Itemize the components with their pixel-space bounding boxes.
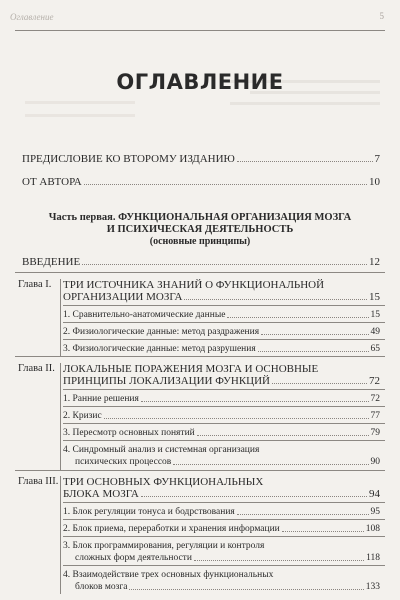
section-entry[interactable] [63, 410, 380, 422]
divider [63, 389, 385, 390]
section-page: 49 [370, 327, 380, 337]
section-entry[interactable] [75, 552, 380, 564]
header-rule [15, 30, 385, 31]
part-heading-text: Часть первая. ФУНКЦИОНАЛЬНАЯ ОРГАНИЗАЦИЯ МОЗГА [48, 212, 352, 223]
leader-dots [84, 184, 367, 185]
toc-entry-introduction[interactable] [22, 256, 380, 268]
section-page: 15 [370, 310, 380, 320]
section-label: блоков мозга [75, 582, 128, 592]
top-page-number: 5 [379, 11, 384, 21]
divider [63, 322, 385, 323]
leader-dots [258, 351, 369, 352]
leader-dots [129, 589, 363, 590]
chapter-title[interactable]: ЛОКАЛЬНЫЕ ПОРАЖЕНИЯ МОЗГА И ОСНОВНЫЕ [63, 363, 319, 375]
section-label: 3. Физиологические данные: метод разрушения [63, 344, 256, 354]
section-page: 72 [370, 394, 380, 404]
section-page: 79 [370, 428, 380, 438]
toc-entry-label: ОТ АВТОРА [22, 176, 82, 188]
section-label: 1. Блок регуляции тонуса и бодрствования [63, 507, 235, 517]
chapter-title-text: БЛОКА МОЗГА [63, 488, 139, 500]
chapter-title[interactable]: ТРИ ИСТОЧНИКА ЗНАНИЙ О ФУНКЦИОНАЛЬНОЙ [63, 279, 325, 291]
leader-dots [141, 401, 369, 402]
section-label: психических процессов [75, 457, 172, 467]
part-heading-line1 [15, 212, 385, 224]
section-label-line1[interactable]: 4. Взаимодействие трех основных функциональных [63, 570, 274, 580]
section-label: 2. Физиологические данные: метод раздражения [63, 327, 260, 337]
section-label: сложных форм деятельности [75, 553, 192, 563]
chapter-bracket [60, 476, 61, 594]
leader-dots [173, 464, 368, 465]
section-entry[interactable] [63, 393, 380, 405]
leader-dots [141, 496, 367, 497]
divider [15, 356, 385, 357]
divider [15, 470, 385, 471]
toc-entry-label: ПРЕДИСЛОВИЕ КО ВТОРОМУ ИЗДАНИЮ [22, 153, 235, 165]
section-page: 133 [365, 582, 380, 592]
running-head: Оглавление [10, 12, 54, 22]
chapter-title-line2[interactable] [63, 488, 380, 500]
section-label: 2. Блок приема, переработки и хранения информации [63, 524, 280, 534]
section-label: 1. Ранние решения [63, 394, 139, 404]
divider [63, 536, 385, 537]
leader-dots [197, 435, 369, 436]
section-entry[interactable] [75, 581, 380, 593]
chapter-title-text: ОРГАНИЗАЦИИ МОЗГА [63, 291, 183, 303]
part-heading-line3: (основные принципы) [149, 236, 251, 247]
section-page: 77 [370, 411, 380, 421]
section-entry[interactable] [63, 343, 380, 355]
chapter-bracket [60, 363, 61, 470]
divider [15, 272, 385, 273]
chapter-title-line2[interactable] [63, 375, 380, 387]
toc-entry-author[interactable] [22, 176, 380, 188]
chapter-number: Глава I. [18, 279, 52, 290]
leader-dots [261, 334, 368, 335]
section-page: 108 [365, 524, 380, 534]
toc-entry-page: 12 [369, 256, 380, 268]
divider [63, 502, 385, 503]
section-label: 1. Сравнительно-анатомические данные [63, 310, 226, 320]
divider [63, 305, 385, 306]
leader-dots [282, 531, 364, 532]
leader-dots [194, 560, 364, 561]
toc-entry-page: 7 [374, 153, 380, 165]
section-entry[interactable] [63, 326, 380, 338]
section-label-line1[interactable]: 3. Блок программирования, регуляции и контроля [63, 541, 265, 551]
divider [63, 339, 385, 340]
leader-dots [82, 264, 367, 265]
leader-dots [104, 418, 369, 419]
leader-dots [227, 317, 368, 318]
show-through-text [25, 95, 135, 135]
section-label-line1[interactable]: 4. Синдромный анализ и системная организация [63, 445, 260, 455]
divider [63, 519, 385, 520]
leader-dots [272, 383, 367, 384]
leader-dots [237, 514, 369, 515]
toc-entry-preface[interactable] [22, 153, 380, 165]
divider [63, 423, 385, 424]
section-page: 95 [370, 507, 380, 517]
section-entry[interactable] [63, 309, 380, 321]
divider [63, 406, 385, 407]
toc-entry-label: ВВЕДЕНИЕ [22, 256, 81, 268]
part-heading-line2: И ПСИХИЧЕСКАЯ ДЕЯТЕЛЬНОСТЬ [106, 224, 294, 235]
chapter-bracket [60, 279, 61, 356]
chapter-number: Глава II. [18, 363, 55, 374]
section-entry[interactable] [75, 456, 380, 468]
section-entry[interactable] [63, 523, 380, 535]
chapter-title-text: ПРИНЦИПЫ ЛОКАЛИЗАЦИИ ФУНКЦИЙ [63, 375, 271, 387]
chapter-number: Глава III. [18, 476, 59, 487]
section-page: 90 [370, 457, 380, 467]
chapter-title-line2[interactable] [63, 291, 380, 303]
page-title: ОГЛАВЛЕНИЕ [116, 70, 284, 94]
divider [63, 565, 385, 566]
chapter-page: 72 [369, 375, 380, 387]
section-entry[interactable] [63, 506, 380, 518]
section-label: 3. Пересмотр основных понятий [63, 428, 195, 438]
section-label: 2. Кризис [63, 411, 102, 421]
section-page: 118 [366, 553, 380, 563]
leader-dots [237, 161, 373, 162]
section-page: 65 [370, 344, 380, 354]
chapter-title[interactable]: ТРИ ОСНОВНЫХ ФУНКЦИОНАЛЬНЫХ [63, 476, 264, 488]
leader-dots [184, 299, 367, 300]
section-entry[interactable] [63, 427, 380, 439]
toc-entry-page: 10 [369, 176, 380, 188]
divider [63, 440, 385, 441]
chapter-page: 15 [369, 291, 380, 303]
chapter-page: 94 [369, 488, 380, 500]
